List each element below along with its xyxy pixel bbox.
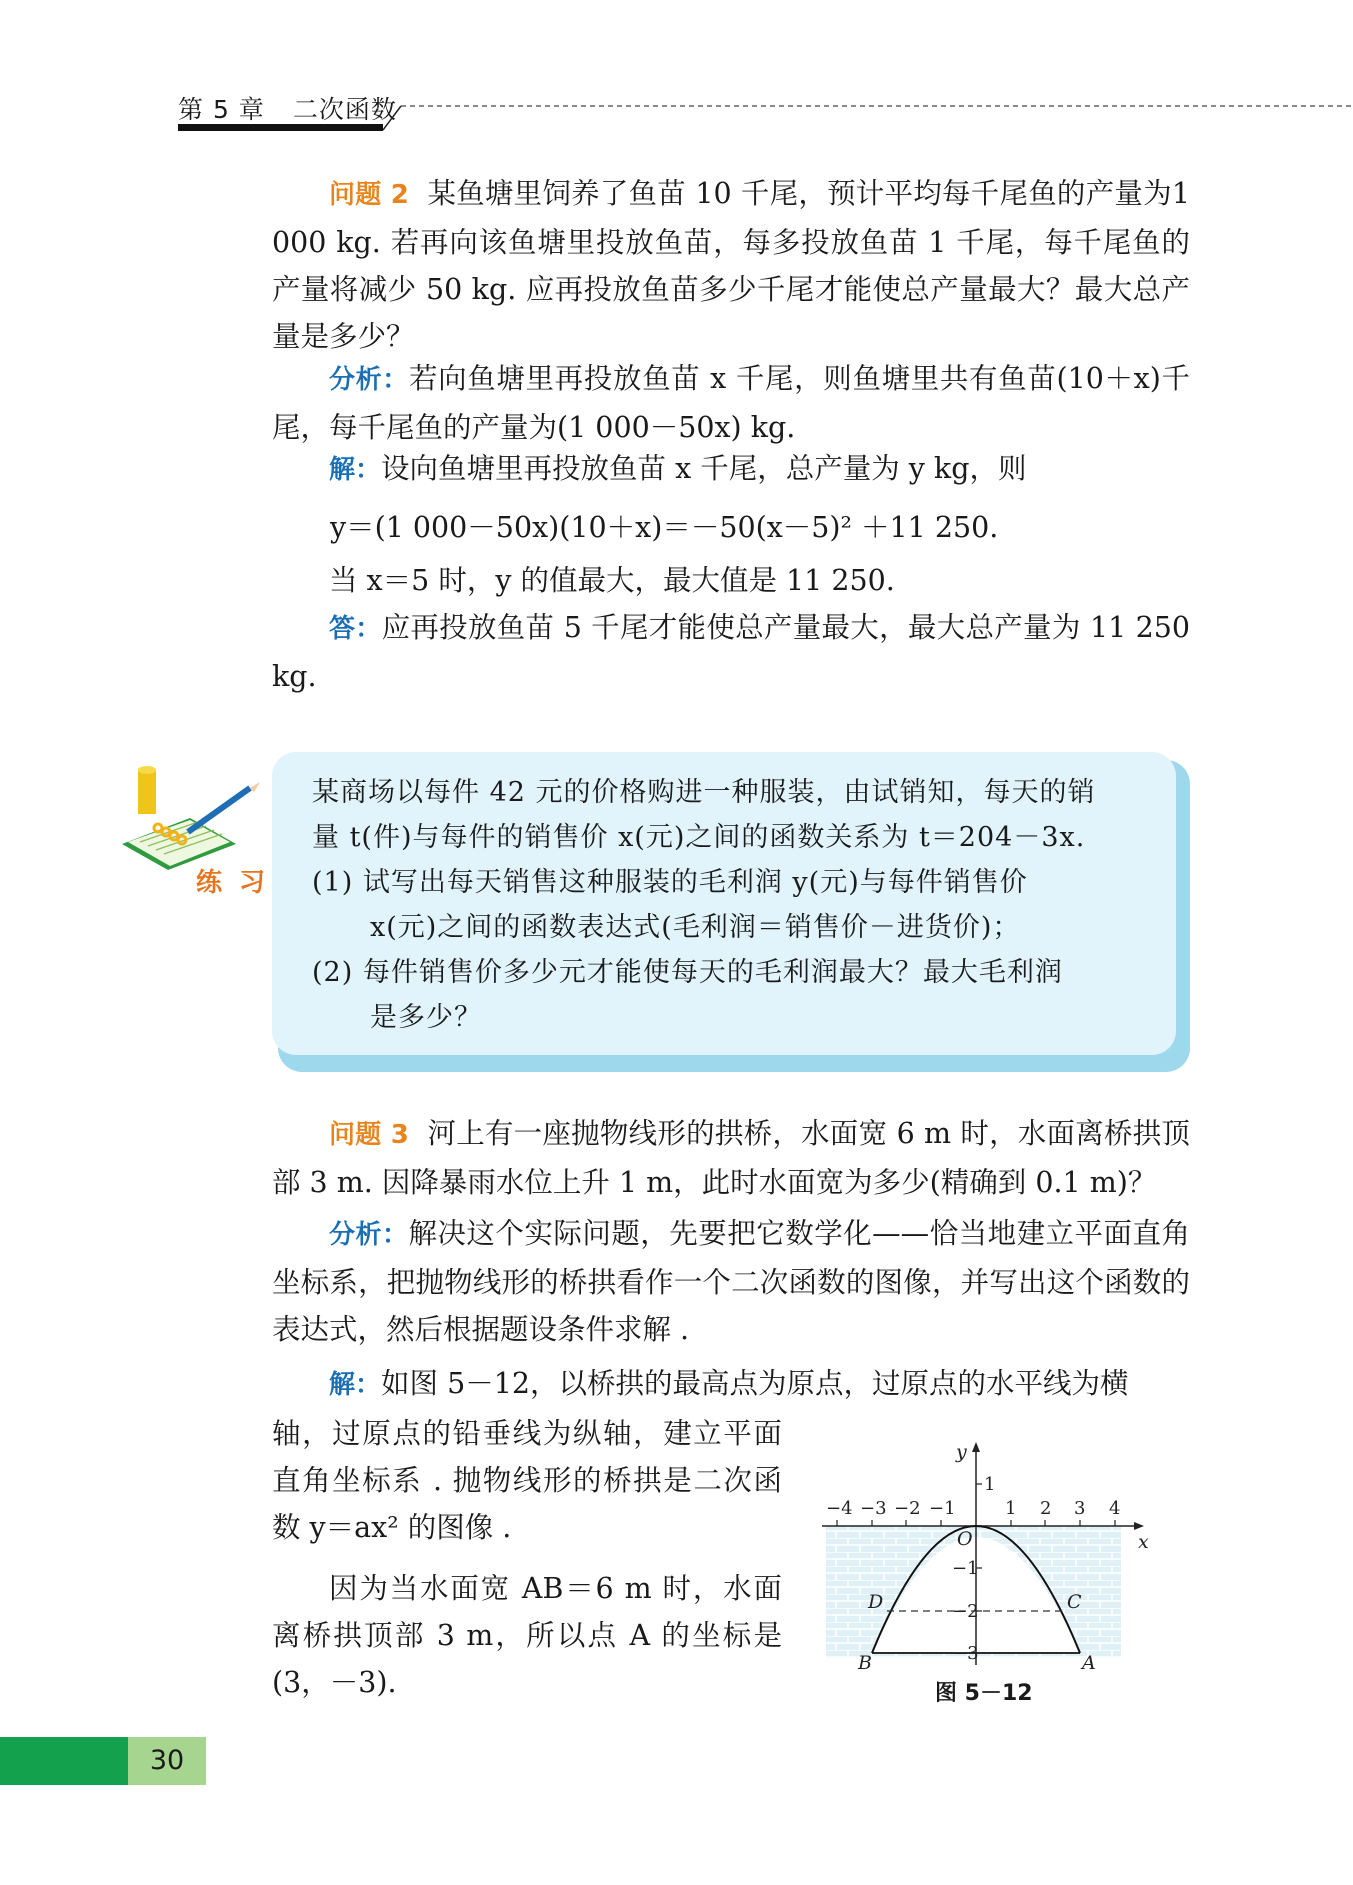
chapter-header	[178, 90, 1193, 130]
problem2-text: 某鱼塘里饲养了鱼苗 10 千尾，预计平均每千尾鱼的产量为1 000 kg. 若再向该鱼塘里投放鱼苗，每多投放鱼苗 1 千尾，每千尾鱼的产量将减少 50 kg. 应再投放鱼苗多少千尾才能使总产量最大？最大总产量是多少？	[272, 177, 1190, 353]
problem3-analysis	[272, 1210, 1190, 1353]
problem3-statement	[272, 1110, 1190, 1206]
problem3-label: 问题 3	[329, 1120, 409, 1150]
point-d-label: D	[868, 1591, 884, 1613]
analysis-label: 分析：	[329, 1220, 409, 1250]
point-a-label: A	[1082, 1652, 1096, 1670]
y-tick-label: −1	[952, 1558, 979, 1579]
notebook-pencil-icon	[118, 762, 268, 872]
problem3-solution-p2: 因为当水面宽 AB＝6 m 时，水面离桥拱顶部 3 m，所以点 A 的坐标是(3，－3).	[272, 1572, 782, 1699]
analysis-text: 解决这个实际问题，先要把它数学化——恰当地建立平面直角坐标系，把抛物线形的桥拱看作一个二次函数的图像，并写出这个函数的表达式，然后根据题设条件求解 .	[272, 1217, 1190, 1346]
x-tick-label: −2	[894, 1498, 921, 1519]
x-tick-label: 4	[1109, 1498, 1121, 1519]
problem2-label: 问题 2	[329, 180, 409, 210]
figure-parabola-bridge	[818, 1440, 1158, 1670]
header-bar	[178, 124, 383, 131]
problem3-text: 河上有一座抛物线形的拱桥，水面宽 6 m 时，水面离桥拱顶部 3 m. 因降暴雨水位上升 1 m，此时水面宽为多少(精确到 0.1 m)？	[272, 1117, 1190, 1199]
exercise-item-1-cont: x(元)之间的函数表达式(毛利润＝销售价－进货价)；	[370, 912, 1021, 943]
origin-label: O	[957, 1528, 973, 1550]
y-tick-label: −2	[952, 1601, 979, 1622]
exercise-item-1: (1) 试写出每天销售这种服装的毛利润 y(元)与每件销售价	[312, 867, 1028, 898]
header-dashed-rule	[383, 90, 1353, 132]
exercise-line-1: 某商场以每件 42 元的价格购进一种服装，由试销知，每天的销	[312, 777, 1096, 808]
y-tick-label: −3	[952, 1643, 979, 1664]
problem2-analysis	[272, 355, 1190, 451]
solution-text-first: 如图 5－12，以桥拱的最高点为原点，过原点的水平线为横	[381, 1367, 1129, 1400]
x-tick-label: 1	[1005, 1498, 1017, 1519]
y-tick-label: 1	[984, 1474, 996, 1495]
problem2-conclusion: 当 x＝5 时，y 的值最大，最大值是 11 250.	[329, 564, 895, 597]
problem2-answer	[272, 604, 1190, 700]
chapter-name: 二次函数	[292, 95, 397, 124]
page-number: 30	[128, 1737, 206, 1785]
problem2-equation: y＝(1 000－50x)(10＋x)＝－50(x－5)² ＋11 250.	[330, 511, 999, 544]
exercise-item-2: (2) 每件销售价多少元才能使每天的毛利润最大？最大毛利润	[312, 957, 1063, 988]
chapter-number: 第 5 章	[178, 95, 265, 124]
x-axis-label: x	[1138, 1531, 1149, 1553]
x-tick-label: 3	[1074, 1498, 1086, 1519]
solution-text: 设向鱼塘里再投放鱼苗 x 千尾，总产量为 y kg，则	[381, 452, 1027, 485]
exercise-label: 练 习	[196, 868, 270, 898]
x-tick-label: −3	[860, 1498, 887, 1519]
problem2-statement	[272, 170, 1190, 360]
problem2-solution	[272, 445, 1190, 494]
y-axis-label: y	[956, 1441, 967, 1463]
problem3-solution-first	[272, 1360, 1190, 1409]
footer-green-bar	[0, 1737, 128, 1785]
exercise-text	[312, 770, 1142, 1040]
exercise-line-2: 量 t(件)与每件的销售价 x(元)之间的函数关系为 t＝204－3x.	[312, 822, 1086, 853]
problem3-solution-rest: 轴，过原点的铅垂线为纵轴，建立平面直角坐标系 . 抛物线形的桥拱是二次函数 y＝ax² 的图像 .	[272, 1417, 782, 1544]
figure-caption: 图 5－12	[935, 1681, 1033, 1706]
solution-label: 解：	[329, 1370, 382, 1400]
point-b-label: B	[858, 1652, 872, 1670]
solution-label: 解：	[329, 455, 382, 485]
answer-text: 应再投放鱼苗 5 千尾才能使总产量最大，最大总产量为 11 250 kg.	[272, 611, 1190, 693]
point-c-label: C	[1067, 1591, 1082, 1613]
x-tick-label: −4	[826, 1498, 853, 1519]
x-tick-label: −1	[929, 1498, 956, 1519]
exercise-item-2-cont: 是多少？	[370, 1002, 482, 1033]
x-tick-label: 2	[1040, 1498, 1052, 1519]
analysis-text: 若向鱼塘里再投放鱼苗 x 千尾，则鱼塘里共有鱼苗(10＋x)千尾，每千尾鱼的产量为(1 000－50x) kg.	[272, 362, 1190, 444]
answer-label: 答：	[329, 614, 382, 644]
analysis-label: 分析：	[329, 365, 409, 395]
